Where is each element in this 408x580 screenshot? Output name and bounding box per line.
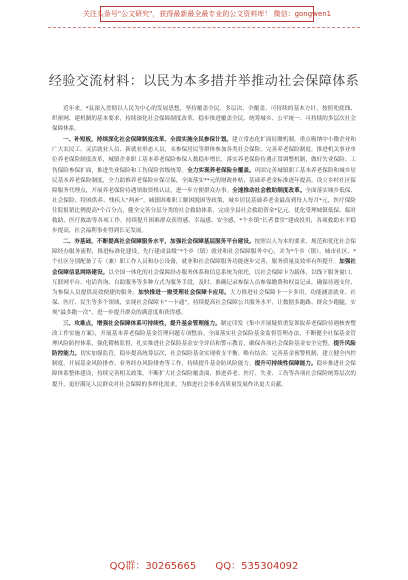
document-body [52, 104, 356, 391]
banner-divider [48, 27, 360, 28]
section-1-text: 建立常态化扩面征缴机制，重点吸纳中小微企业和广大农民工、灵活就业人员、新就业形态人员，未参保居民等群体参加各类社会保险，完善养老保险制度。推进机关事业单位养老保险制度改革，城镇企业职工基本养老保险参保人数稳步增长，落实养老保险待遇正常调整机制，做好失业保险、工伤保险参保扩面，推进失业保险和工伤保险省级统筹。 [52, 137, 356, 174]
intro-paragraph [52, 104, 356, 134]
intro-text: 近年来，*县深入贯彻以人民为中心的发展思想，坚持覆盖全民、多层次、全覆盖、可持续的基本方针，按照兜底线、织密网、建机制的基本要求，持续深化社会保障制度改革，稳步推进覆盖全民、统筹城乡、公平统一、可持续的多层次社会保障体系。 [52, 106, 356, 133]
section-1-heading: 一、补短板，持续深化社会保障制度改革，全面实施全民参保计划。 [63, 137, 233, 144]
section-2-paragraph [52, 237, 356, 318]
section-3-subheading-2: 提升风险防控能力。 [52, 341, 356, 358]
section-2-text-3: 大力推进社会保障卡一卡多用，功能涵盖就业、社保、医疗、民生等多个领域，实现社会保障卡“一卡通”，持续提高社会保障公共服务水平，让数据多跑路、群众少跑腿，实现“最多跑一次”，进一步提升群众的满意度和获得感。 [52, 289, 356, 316]
section-2-heading: 二、夯基础，不断提高社会保障服务水平，加强社会保障基层服务平台建设。 [63, 239, 255, 246]
footer [0, 557, 408, 572]
section-3-heading: 三、攻难点，增强社会保障体系可持续性，提升基金管理能力。 [63, 320, 221, 327]
section-2-text: 按照以人为本的要求，规范和优化社会保障经办服务流程，推进标准化建设，先行建成县级“*个乡（镇）就业和社会保障服务中心，并为*个乡（镇）、城市社区、*个社区分别配备了专（兼）职工作人员和办公设备，就业和社会保障服务功能逐步完善，服务质量及效率有所提升。 [52, 239, 356, 266]
section-2-subheading-3: 加快推进一窗受理社会保障卡应用。 [138, 289, 230, 296]
section-1-subheading-3: 全速推动社会救助制度改革。 [232, 187, 306, 194]
section-2-text-2: 以全国一体化的社会保障经办服务体系和信息系统为依托，以社会保障卡为载体，以线下服务窗口、互联网平台、电话咨询、自助服务等多种方式为服务手段，及时、准确记录参保人员参保缴费和权益记录，确保待遇支付，为参保人员提供高效便捷的服务。 [52, 269, 356, 296]
section-2-subheading-2: 加强社会保障信息网络建设。 [52, 259, 356, 276]
section-3-subheading-3: 提升可持续性保障能力。 [254, 361, 317, 368]
qq-group-label: QQ群：30265665 [109, 561, 197, 572]
top-banner [0, 0, 408, 30]
promo-banner [82, 6, 332, 22]
promo-banner-text: 关注头条号"公文研究"，获得最新最全最专业的公文资料库！ 微信：gongwen1 [82, 10, 332, 18]
section-3-text: 制定印发《集中开展疑似重复领取养老保险待遇核查整改工作实施方案》，开展基本养老保险基金管理问题专项整治。全面落实社会保险基金监督管理办法，不断健全社保基金管理风险防控体系，强化稽核监督，扎实推进社会保险基金安全评估和警示教育，确保各项社会保险基金安全完整。 [52, 320, 356, 348]
qq-id-label: QQ：535304092 [215, 561, 299, 572]
section-3-text-3: 稳步推进社会保障体系整体建设，持续完善相关政策，不断扩大社会保险覆盖面，推进养老、医疗、失业、工伤等各项社会保险统筹层次的提升，更好满足人民群众对社会保障的多样化需求，为推进社会事业高质量发展作出更大贡献。 [52, 361, 356, 388]
section-1-subheading-2: 全力实现养老保险全覆盖。 [187, 167, 255, 174]
section-1-text-3: 全面落实城乡低保、社会保险、特困供养、残疾人“两补”，城镇困难职工解困脱困等政策，城乡居民基础养老金最高到每人每月*元，医疗保险住院报销比例提高*个百分点，健全完善分层分类的社会救助体系，完成全县社会救助资金*亿元。优化受理城镇低保、临时救助、医疗救助等各项工作，持续提升困难群众获得感、幸福感、安全感，*个乡镇“长者食堂”建成投用，各项救助水平稳步提高，社会福利事业得到长足发展。 [52, 187, 356, 235]
section-3-text-2: 切实加强监管，稳步提高统筹层次，社会保险基金实现收支平衡、略有结余，完善基金预警机制，建立健全内控制度，开展基金风险排查、业务经办风险排查等工作，持续提升基金防风险能力。 [52, 351, 356, 368]
section-1-text-2: 巩固完善城镇职工基本养老保险和城乡居民基本养老保险制度，全力助推养老保险应保尽保，全面落实**元的财政补贴，基础养老金标准逐年提高。设立乡村社区保障服务代理点，开展养老保险待遇领取资格认证，进一步方便群众办事。 [52, 167, 356, 194]
section-3-paragraph [52, 319, 356, 390]
section-1-paragraph [52, 135, 356, 236]
document-title: 经验交流材料：以民为本多措并举推动社会保障体系 [48, 74, 360, 89]
